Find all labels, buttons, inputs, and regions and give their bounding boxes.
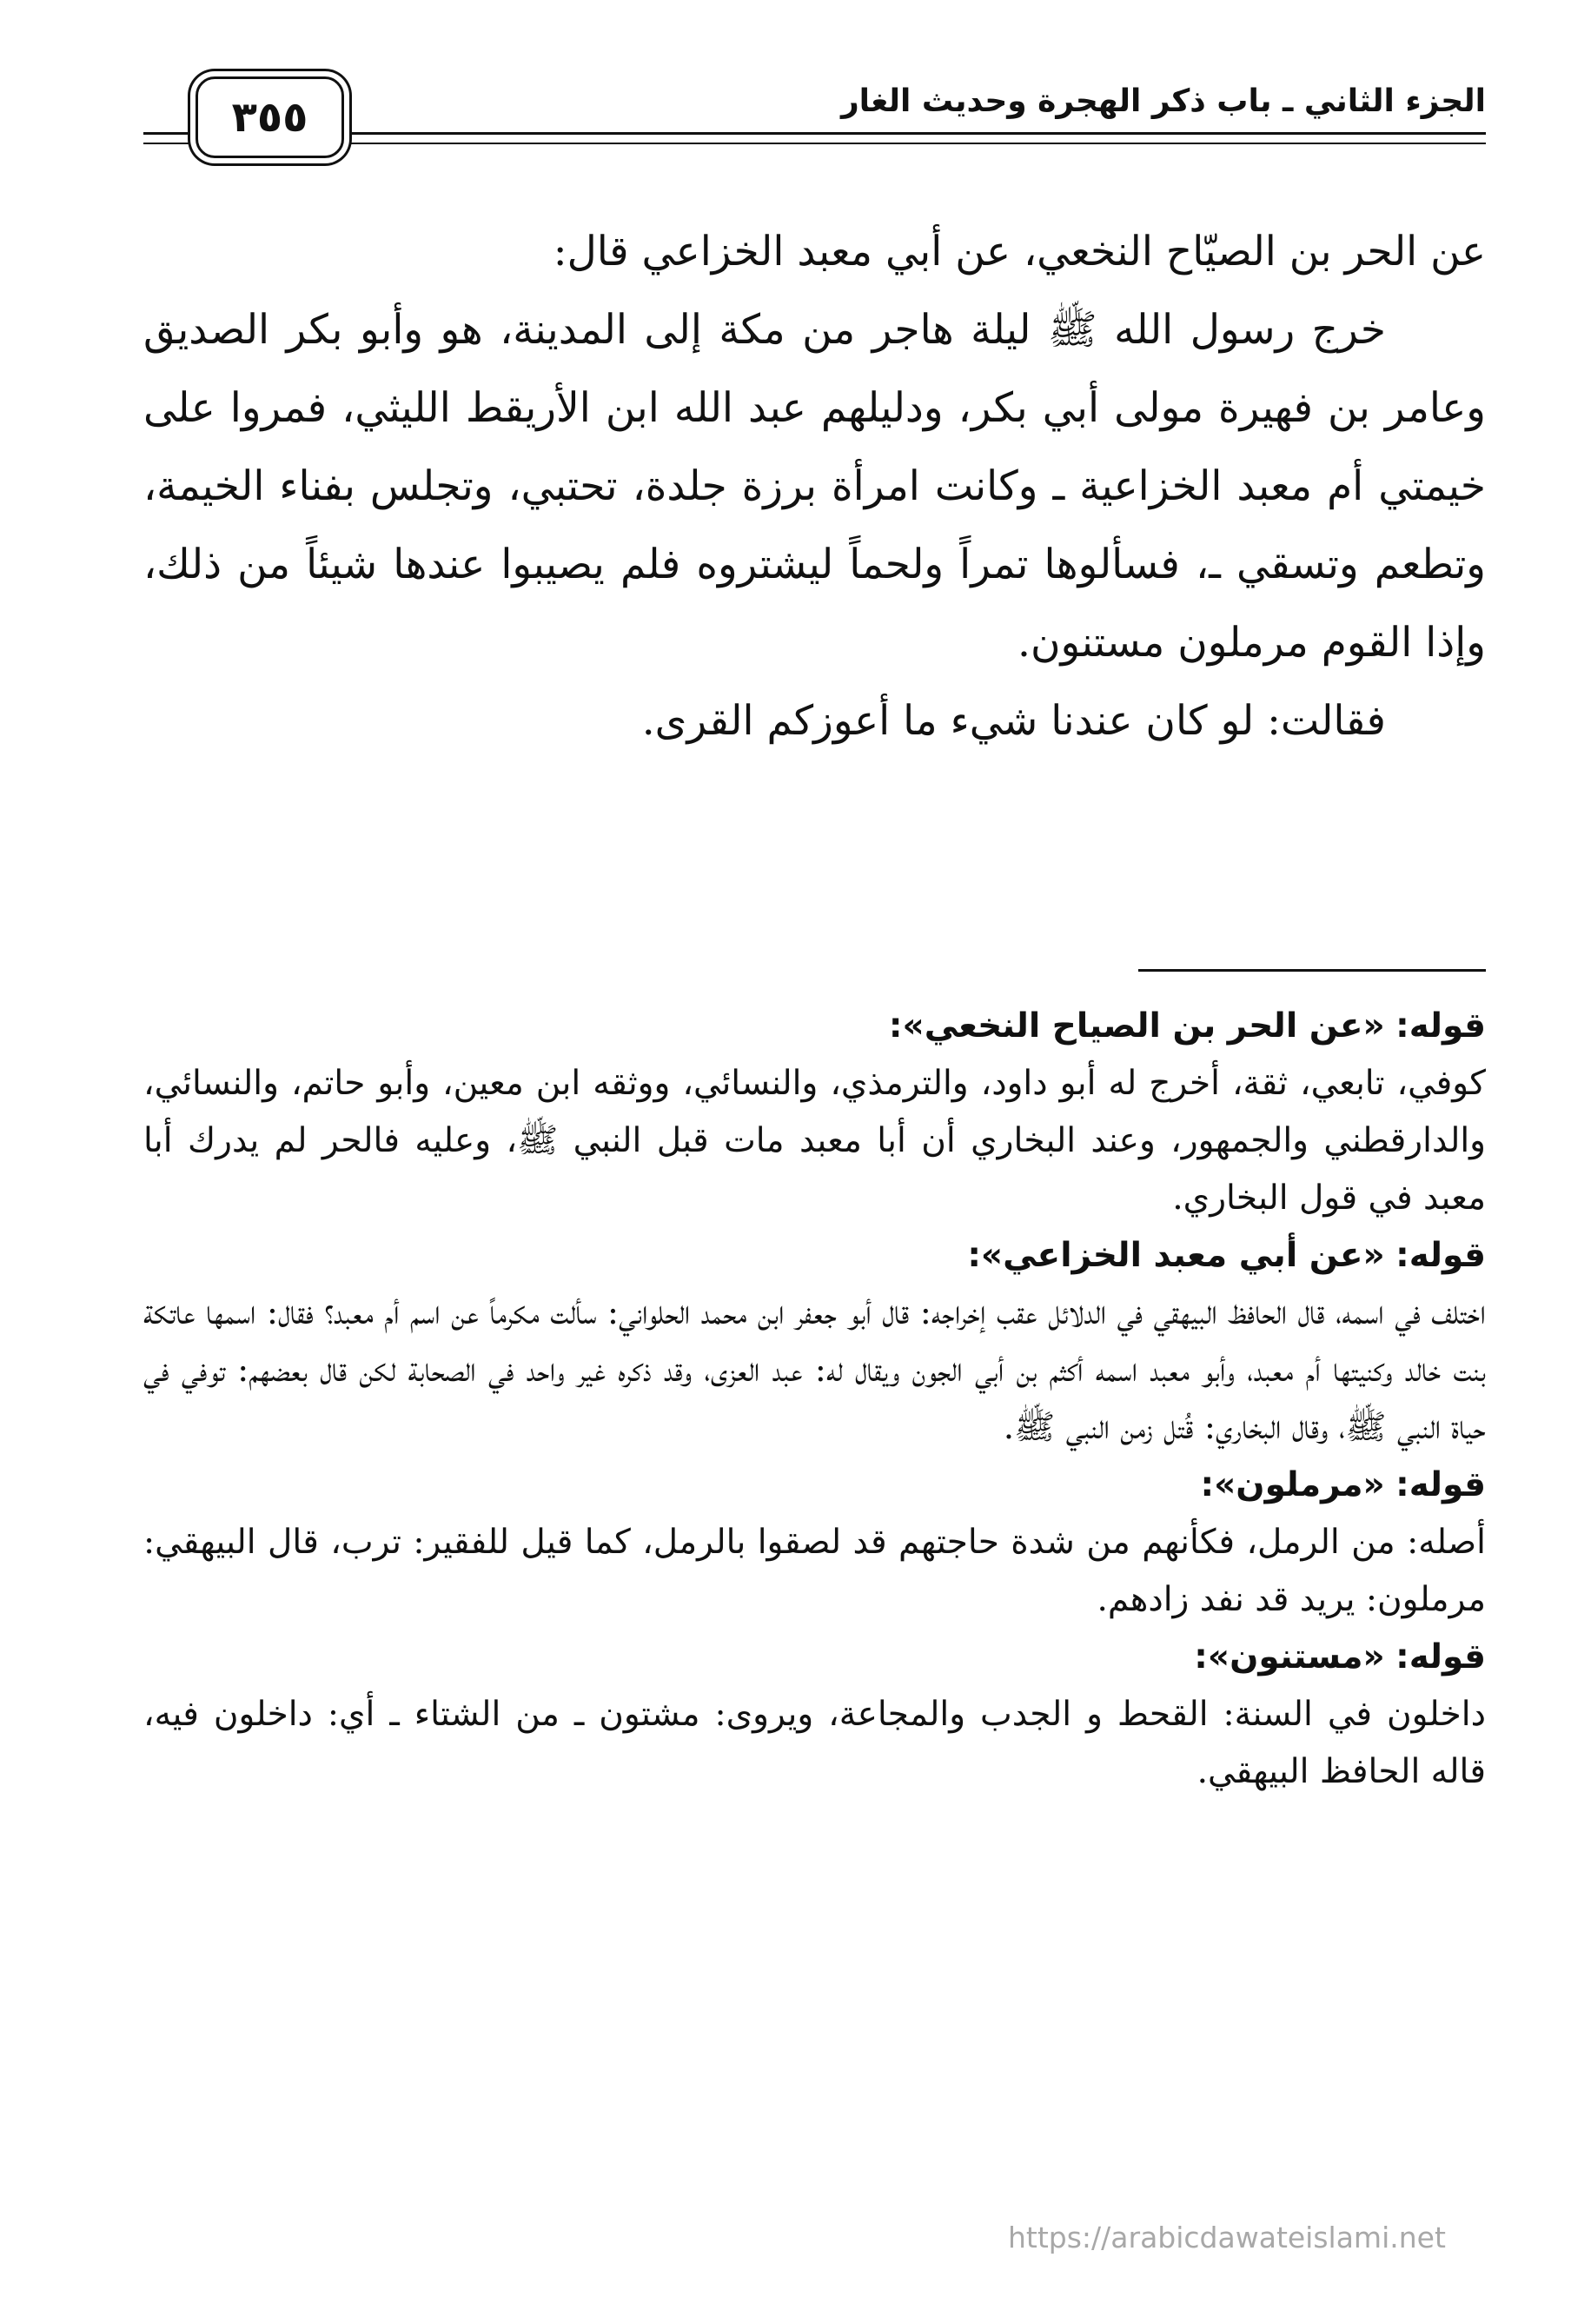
main-text <box>143 213 1486 760</box>
note-heading <box>143 1629 1486 1686</box>
page-number: ٣٥٥ <box>231 93 308 142</box>
note-keyword: قوله: <box>1395 1006 1486 1046</box>
note-quote: «مرملون»: <box>1200 1465 1385 1504</box>
note <box>143 1629 1486 1801</box>
note-keyword: قوله: <box>1395 1465 1486 1504</box>
note-quote: «عن أبي معبد الخزاعي»: <box>967 1236 1385 1275</box>
note-keyword: قوله: <box>1395 1236 1486 1275</box>
note-body: اختلف في اسمه، قال الحافظ البيهقي في الدلائل عقب إخراجه: قال أبو جعفر ابن محمد الحلواني: سألت مكرماً عن اسم أم معبد؟ فقال: اسمها عاتكة بنت خالد وكنيتها أم معبد، وأبو معبد اسمه أكثم بن أبي الجون ويقال له: عبد العزى، وقد ذكره غير واحد في الصحابة لكن قال بعضهم: توفي في حياة النبي ﷺ، وقال البخاري: قُتل زمن النبي ﷺ. <box>143 1293 1486 1447</box>
note-quote: «مستنون»: <box>1194 1637 1385 1677</box>
note-heading <box>143 998 1486 1055</box>
note-body: داخلون في السنة: القحط و الجدب والمجاعة، ويروى: مشتون ـ من الشتاء ـ أي: داخلون فيه، قاله الحافظ البيهقي. <box>143 1695 1486 1791</box>
note-keyword: قوله: <box>1395 1637 1486 1677</box>
note-body: أصله: من الرمل، فكأنهم من شدة حاجتهم قد لصقوا بالرمل، كما قيل للفقير: ترب، قال البيهقي: مرملون: يريد قد نفد زادهم. <box>143 1523 1486 1619</box>
page-number-frame <box>196 76 344 158</box>
note <box>143 998 1486 1227</box>
note-body: كوفي، تابعي، ثقة، أخرج له أبو داود، والترمذي، والنسائي، ووثقه ابن معين، وأبو حاتم، والنسائي، والدارقطني والجمهور، وعند البخاري أن أبا معبد مات قبل النبي ﷺ، وعليه فالحر لم يدرك أبا معبد في قول البخاري. <box>143 1064 1486 1218</box>
note <box>143 1457 1486 1629</box>
commentary <box>143 998 1486 1801</box>
note-quote: «عن الحر بن الصياح النخعي»: <box>888 1006 1385 1046</box>
note-heading <box>143 1457 1486 1514</box>
chapter-title: الجزء الثاني ـ باب ذكر الهجرة وحديث الغار <box>840 83 1486 119</box>
main-paragraph: فقالت: لو كان عندنا شيء ما أعوزكم القرى. <box>641 697 1386 745</box>
footnote-separator <box>1138 969 1486 972</box>
note-heading <box>143 1227 1486 1285</box>
main-paragraph: عن الحر بن الصيّاح النخعي، عن أبي معبد الخزاعي قال: <box>553 228 1486 276</box>
main-paragraph: خرج رسول الله ﷺ ليلة هاجر من مكة إلى المدينة، هو وأبو بكر الصديق وعامر بن فهيرة مولى أبي بكر، ودليلهم عبد الله ابن الأريقط الليثي، فمروا على خيمتي أم معبد الخزاعية ـ وكانت امرأة برزة جلدة، تحتبي، وتجلس بفناء الخيمة، وتطعم وتسقي ـ، فسألوها تمراً ولحماً ليشتروه فلم يصيبوا عندها شيئاً من ذلك، وإذا القوم مرملون مستنون. <box>143 306 1486 667</box>
running-header <box>143 61 1486 165</box>
watermark: https://arabicdawateislami.net <box>1008 2221 1446 2254</box>
header-rule <box>143 132 1486 135</box>
header-rule <box>143 143 1486 144</box>
note <box>143 1227 1486 1457</box>
